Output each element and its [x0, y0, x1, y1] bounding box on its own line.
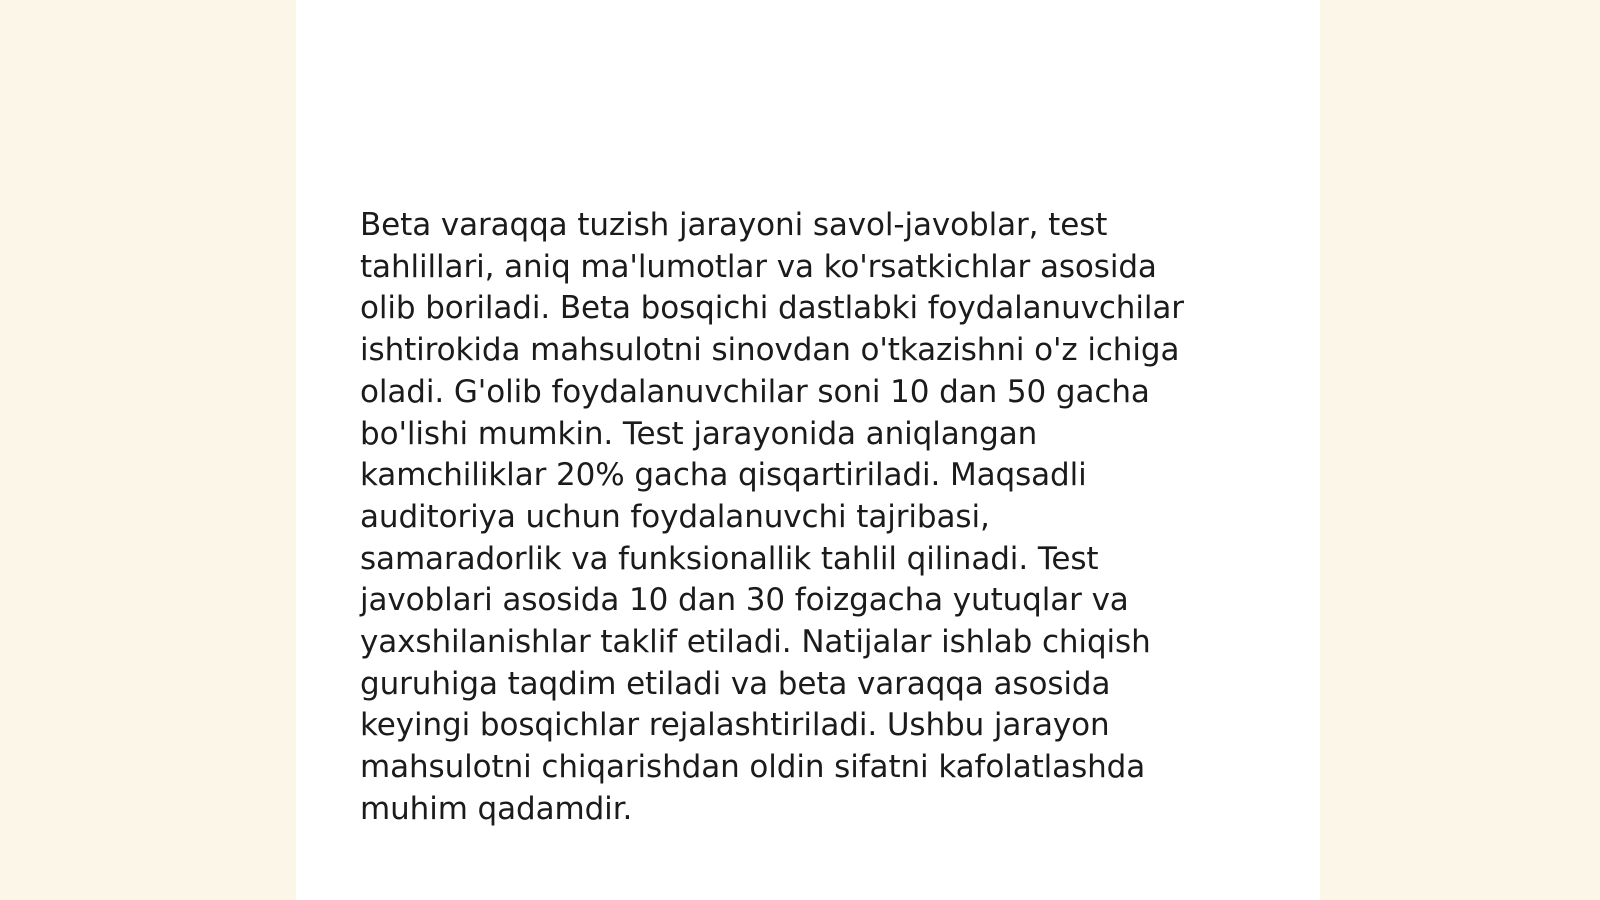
paragraph-line: ishtirokida mahsulotni sinovdan o'tkazishni o'z ichiga [360, 332, 1180, 369]
paragraph-line: muhim qadamdir. [360, 790, 633, 827]
paragraph-line: kamchiliklar 20% gacha qisqartiriladi. Maqsadli [360, 457, 1087, 494]
paragraph-line: Beta varaqqa tuzish jarayoni savol-javoblar, test [360, 207, 1108, 243]
paragraph-line: bo'lishi mumkin. Test jarayonida aniqlangan [360, 415, 1038, 452]
document-page [296, 0, 1320, 900]
body-paragraph [360, 205, 1240, 831]
paragraph-line: yaxshilanishlar taklif etiladi. Natijalar ishlab chiqish [360, 624, 1151, 661]
paragraph-line: guruhiga taqdim etiladi va beta varaqqa asosida [360, 665, 1111, 702]
paragraph-line: oladi. G'olib foydalanuvchilar soni 10 dan 50 gacha [360, 373, 1150, 410]
paragraph-line: olib boriladi. Beta bosqichi dastlabki foydalanuvchilar [360, 290, 1184, 327]
paragraph-line: mahsulotni chiqarishdan oldin sifatni kafolatlashda [360, 749, 1146, 786]
paragraph-line: tahlillari, aniq ma'lumotlar va ko'rsatkichlar asosida [360, 248, 1157, 285]
paragraph-line: samaradorlik va funksionallik tahlil qilinadi. Test [360, 540, 1099, 577]
paragraph-line: keyingi bosqichlar rejalashtiriladi. Ushbu jarayon [360, 707, 1110, 744]
paragraph-line: auditoriya uchun foydalanuvchi tajribasi, [360, 498, 990, 535]
paragraph-line: javoblari asosida 10 dan 30 foizgacha yutuqlar va [360, 582, 1129, 619]
